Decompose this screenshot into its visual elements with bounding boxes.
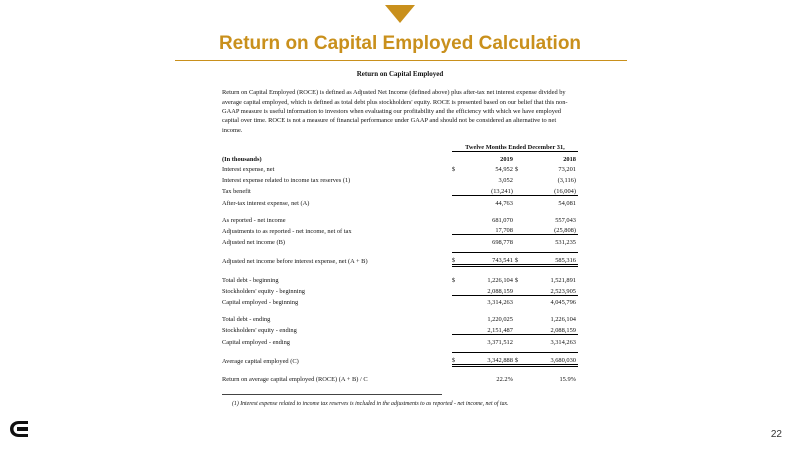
year-1-header: 2019 (500, 155, 513, 163)
roce-table (222, 140, 578, 383)
table-row: Capital employed - beginning 3,314,263 4,045,796 (222, 299, 576, 307)
footnote: (1) Interest expense related to income tax reserves is included in the adjustments to as reported - net income, net of tax. (232, 401, 509, 407)
table-row: Capital employed - ending 3,371,512 3,314,263 (222, 338, 576, 346)
table-row: Tax benefit (13,241) (16,004) (222, 184, 578, 195)
table-row: Return on average capital employed (ROCE) (A + B) / C 22.2% 15.9% (222, 376, 576, 384)
table-row: Interest expense related to income tax reserves (1) 3,052 (3,116) (222, 177, 576, 185)
table-row: Stockholders' equity - beginning 2,088,159 2,523,905 (222, 284, 578, 295)
table-row: After-tax interest expense, net (A) 44,763 54,081 (222, 199, 576, 207)
table-row: Stockholders' equity - ending 2,151,487 2,088,159 (222, 323, 578, 334)
title-divider (175, 60, 627, 61)
slide-title: Return on Capital Employed Calculation (218, 33, 582, 54)
definition-paragraph: Return on Capital Employed (ROCE) is defined as Adjusted Net Income (defined above) plus after-tax net interest expense divided by average capital employed, which is defined as total debt plus stockholders' equity. ROCE is presented based on our belief that this non-GAAP measure is useful information to investors when evaluating our profitability and the efficiency with which we have employed capital over time. ROCE is not a measure of financial performance under GAAP and should not be considered an alternative to net income. (222, 89, 568, 134)
table-row: Average capital employed (C) $ 3,342,888 $ 3,680,030 (222, 352, 578, 365)
table-row: Adjusted net income before interest expense, net (A + B) $ 743,541 $ 585,316 (222, 253, 578, 266)
company-logo-icon (8, 420, 30, 438)
table-row: Adjusted net income (B) 698,778 531,235 (222, 239, 576, 247)
table-row: Total debt - ending 1,220,025 1,226,104 (222, 316, 576, 324)
triangle-marker-icon (385, 5, 415, 23)
table-row: Interest expense, net $ 54,952 $ 73,201 (222, 166, 576, 174)
table-row: Total debt - beginning $ 1,226,104 $ 1,521,891 (222, 276, 576, 284)
units-label: (In thousands) (222, 155, 262, 163)
footnote-divider (222, 394, 442, 395)
table-row: As reported - net income 681,070 557,043 (222, 216, 576, 224)
page-number: 22 (770, 429, 782, 440)
period-header: Twelve Months Ended December 31, (452, 140, 578, 151)
year-2-header: 2018 (563, 155, 576, 163)
document-excerpt (222, 70, 578, 135)
document-heading: Return on Capital Employed (356, 70, 444, 78)
table-row: Adjustments to as reported - net income, net of tax 17,708 (25,808) (222, 224, 578, 235)
